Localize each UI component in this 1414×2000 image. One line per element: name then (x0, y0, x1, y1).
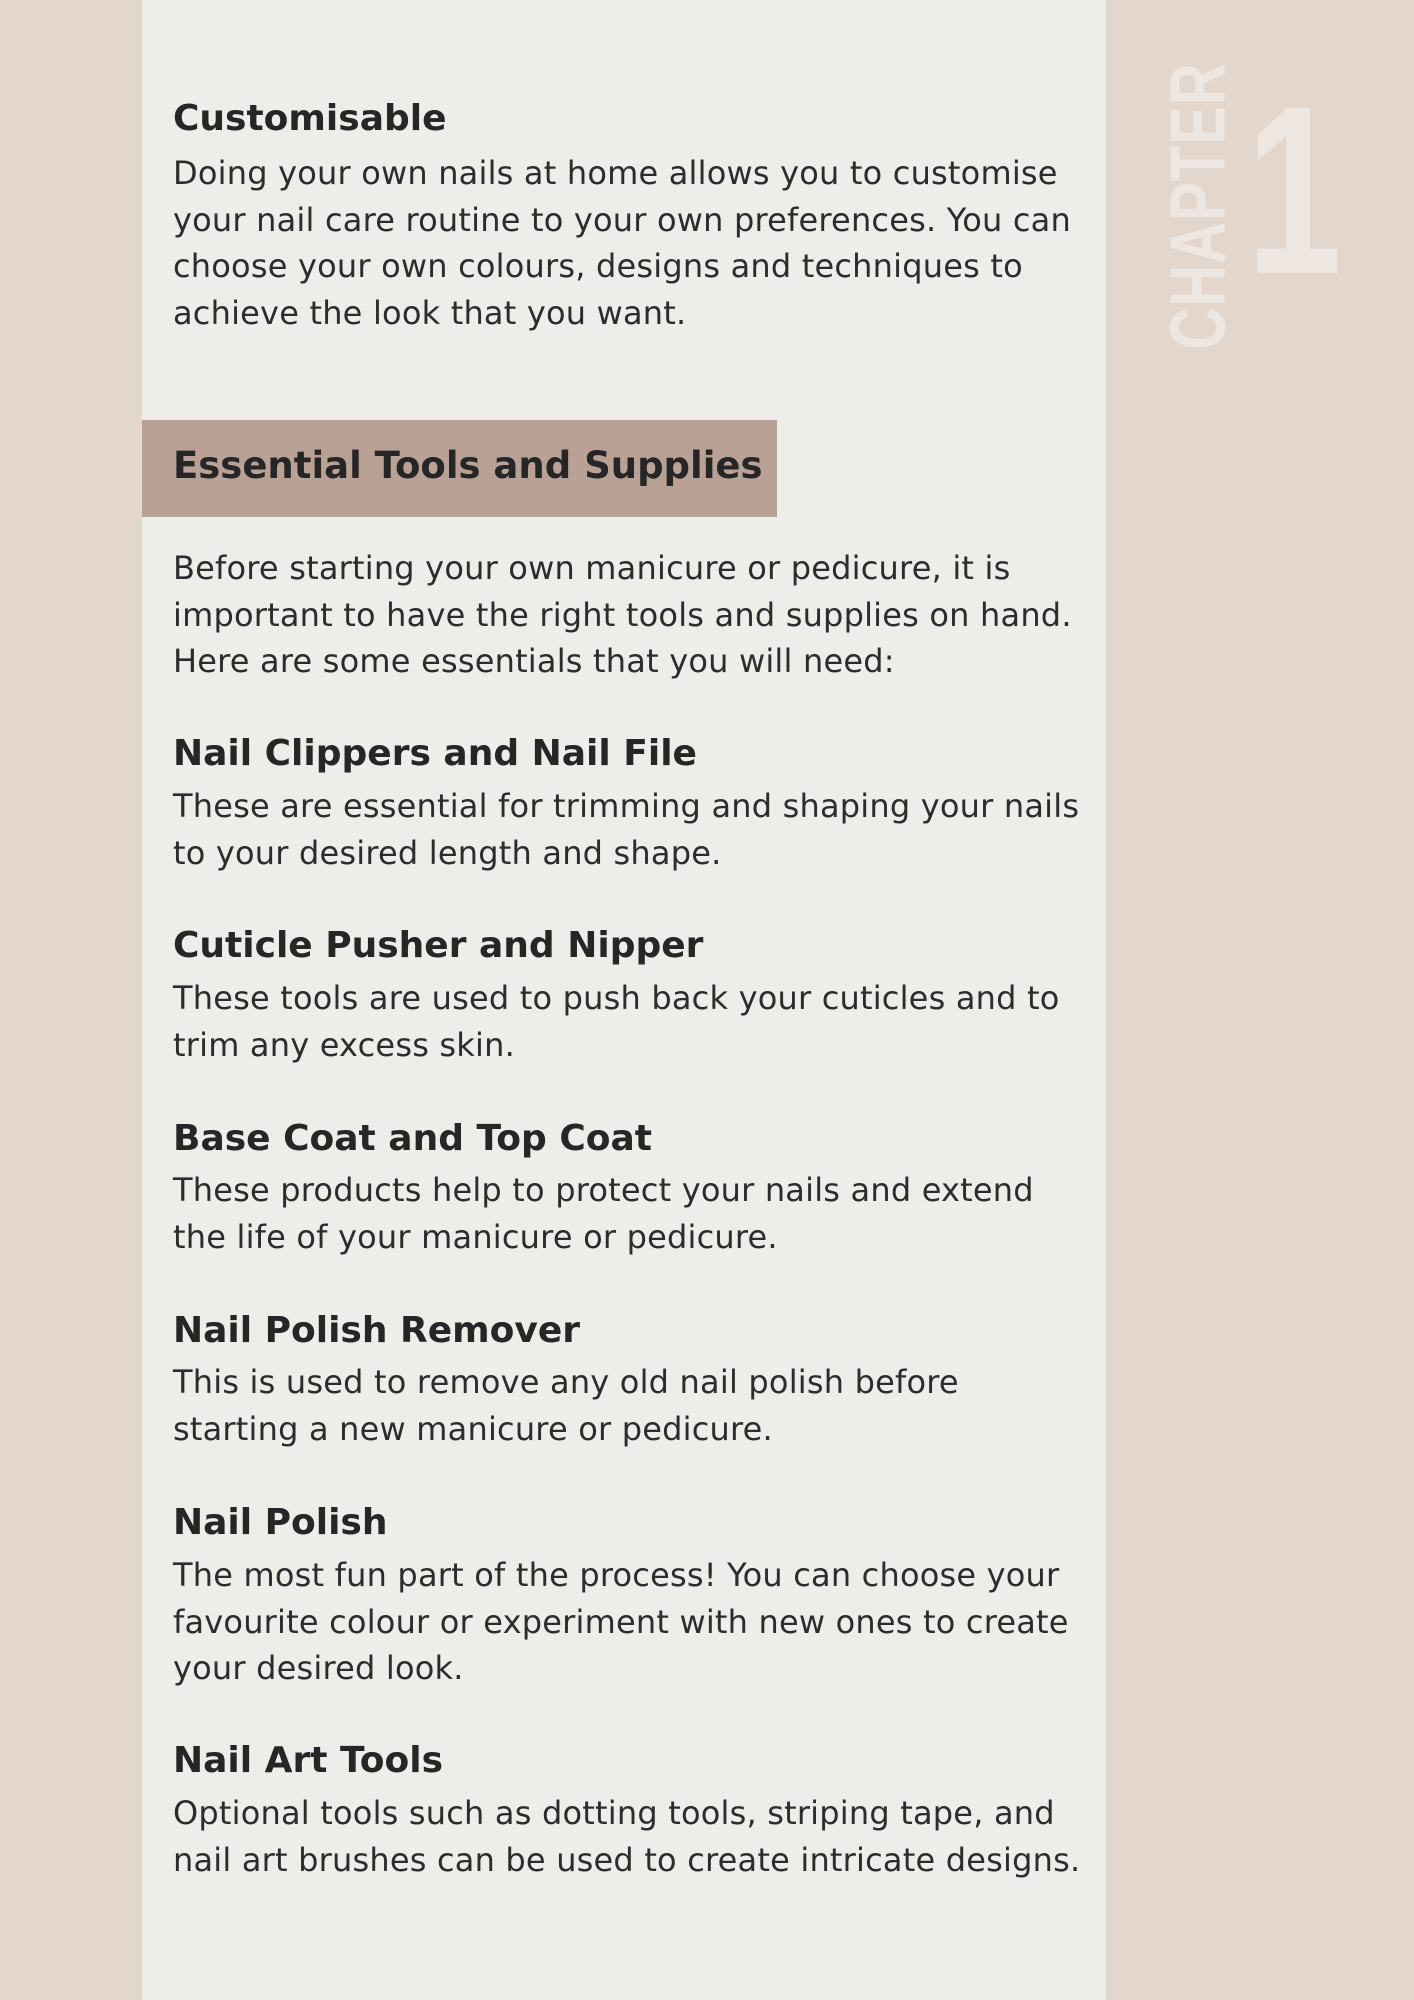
item-body: This is used to remove any old nail polish before starting a new manicure or pedicure. (173, 1363, 959, 1448)
item-body: These products help to protect your nails and extend the life of your manicure or pedicure. (173, 1171, 1034, 1256)
section-intro: Before starting your own manicure or pedicure, it is important to have the right tools and supplies on hand. Here are some essentials that you will need: (173, 549, 1072, 680)
item-title: Cuticle Pusher and Nipper (173, 925, 704, 966)
item-title: Nail Polish Remover (173, 1310, 581, 1351)
item-body: The most fun part of the process! You can choose your favourite colour or experiment with new ones to create your desired look. (173, 1556, 1069, 1687)
customisable-body: Doing your own nails at home allows you to customise your nail care routine to your own preferences. You can choose your own colours, designs and techniques to achieve the look that you want. (173, 154, 1071, 332)
item-title: Nail Clippers and Nail File (173, 733, 697, 774)
section-heading: Essential Tools and Supplies (173, 444, 763, 487)
item-title: Base Coat and Top Coat (173, 1118, 652, 1159)
customisable-title: Customisable (173, 98, 447, 139)
item-body: Optional tools such as dotting tools, striping tape, and nail art brushes can be used to create intricate designs. (173, 1794, 1081, 1879)
chapter-label: CHAPTER (1154, 62, 1242, 350)
chapter-number: 1 (1246, 56, 1343, 324)
item-title: Nail Polish (173, 1502, 388, 1543)
item-body: These are essential for trimming and shaping your nails to your desired length and shape. (173, 787, 1080, 872)
item-body: These tools are used to push back your cuticles and to trim any excess skin. (173, 979, 1060, 1064)
item-title: Nail Art Tools (173, 1740, 443, 1781)
